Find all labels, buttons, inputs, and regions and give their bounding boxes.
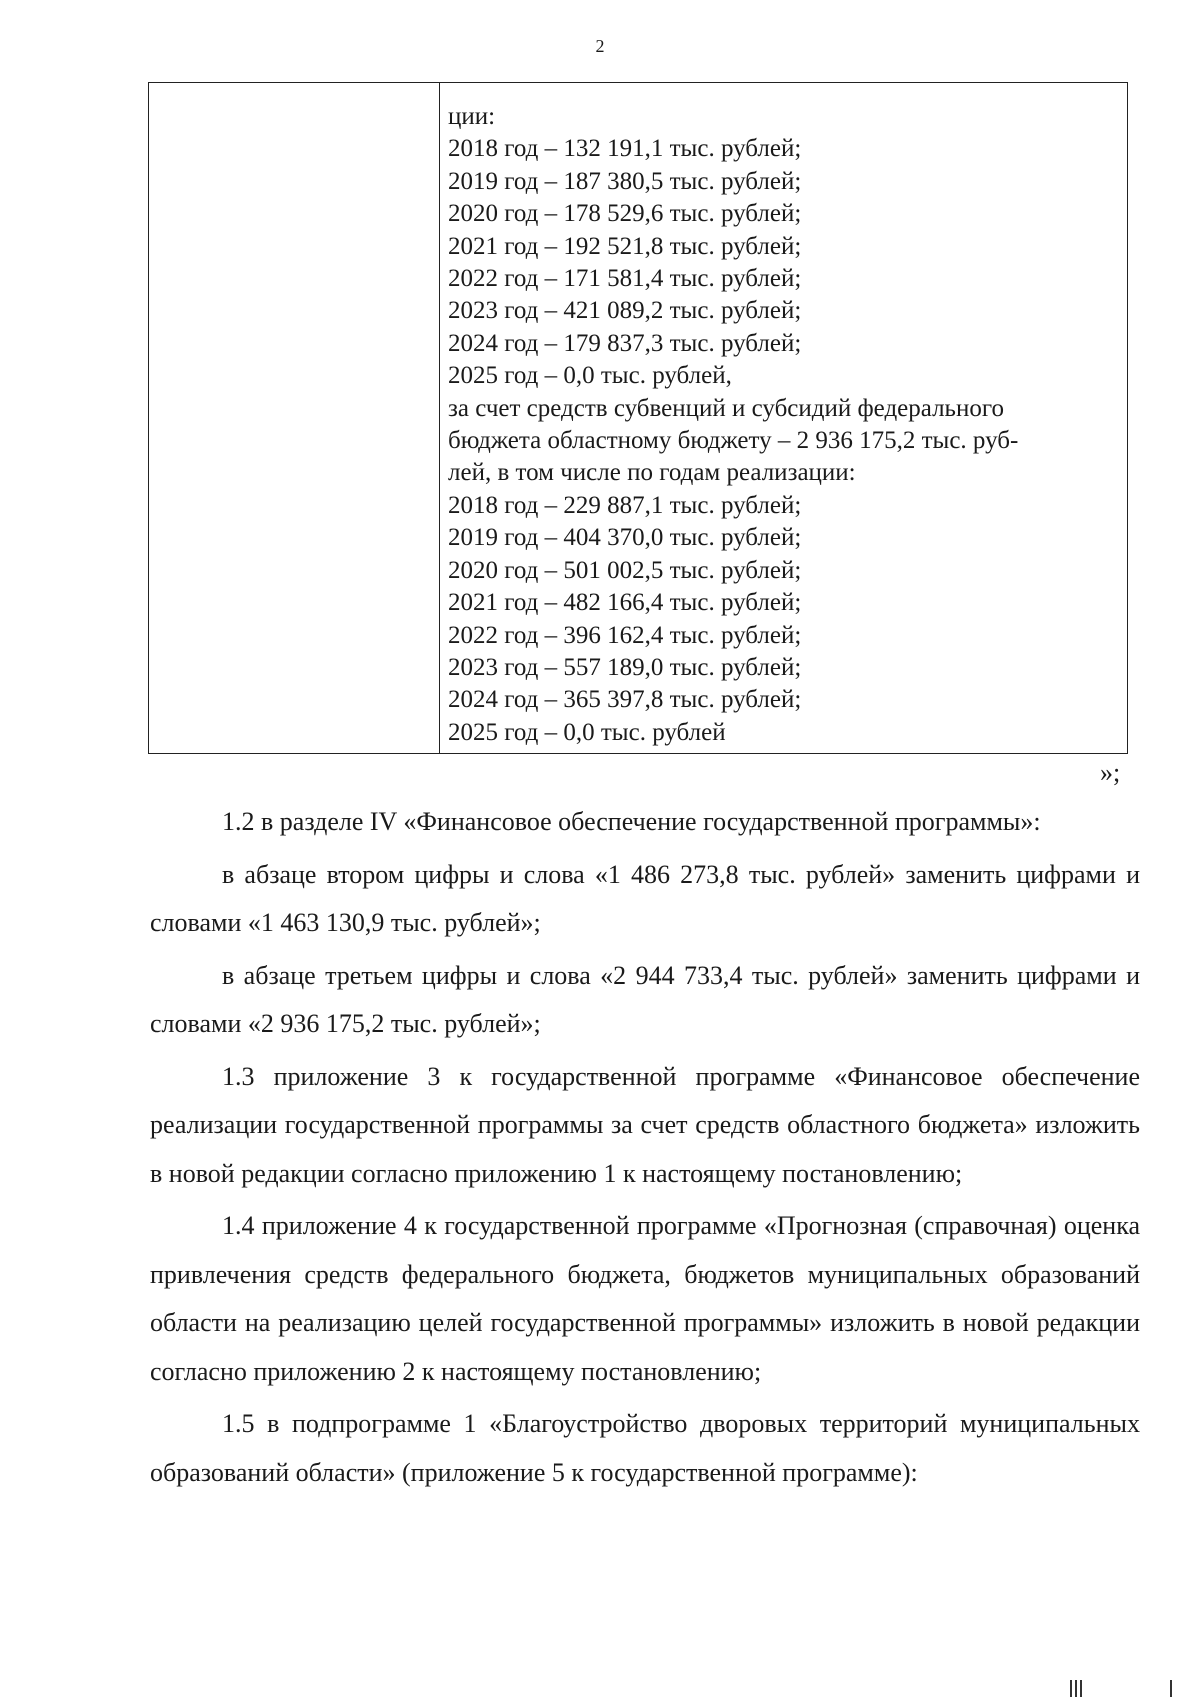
- table-line: 2019 год – 187 380,5 тыс. рублей;: [448, 167, 802, 195]
- table-line: 2022 год – 171 581,4 тыс. рублей;: [448, 265, 802, 293]
- table-line: 2021 год – 482 166,4 тыс. рублей;: [448, 589, 802, 617]
- table-line: бюджета областному бюджету – 2 936 175,2 тыс. руб-: [448, 427, 1019, 455]
- table-line: лей, в том числе по годам реализации:: [448, 459, 856, 487]
- table-right-cell: [440, 83, 1127, 753]
- scan-mark: [1075, 1680, 1077, 1697]
- table-line: 2025 год – 0,0 тыс. рублей: [448, 718, 726, 746]
- scan-edge-marks: [1070, 1680, 1180, 1697]
- paragraph-abzac-3: в абзаце третьем цифры и слова «2 944 733,4 тыс. рублей» заменить цифрами и словами «2 936 175,2 тыс. рублей»;: [150, 960, 1140, 1038]
- table-line: 2021 год – 192 521,8 тыс. рублей;: [448, 232, 802, 260]
- table-left-cell: [149, 83, 440, 753]
- closing-quote: »;: [1100, 758, 1121, 787]
- table-line: 2023 год – 421 089,2 тыс. рублей;: [448, 297, 802, 325]
- table-line: за счет средств субвенций и субсидий федерального: [448, 394, 1004, 422]
- table-line: 2020 год – 178 529,6 тыс. рублей;: [448, 200, 802, 228]
- table-line: 2018 год – 132 191,1 тыс. рублей;: [448, 135, 802, 163]
- paragraph-abzac-2: в абзаце втором цифры и слова «1 486 273,8 тыс. рублей» заменить цифрами и словами «1 463 130,9 тыс. рублей»;: [150, 859, 1140, 937]
- table-line: 2023 год – 557 189,0 тыс. рублей;: [448, 653, 802, 681]
- page-number: 2: [595, 36, 605, 56]
- document-body: [150, 798, 1140, 1501]
- table-line: 2024 год – 365 397,8 тыс. рублей;: [448, 686, 802, 714]
- table-line: 2024 год – 179 837,3 тыс. рублей;: [448, 329, 802, 357]
- funding-table: [148, 82, 1128, 754]
- table-line: 2022 год – 396 162,4 тыс. рублей;: [448, 621, 802, 649]
- table-line: 2018 год – 229 887,1 тыс. рублей;: [448, 491, 802, 519]
- table-line: 2020 год – 501 002,5 тыс. рублей;: [448, 556, 802, 584]
- table-line: 2025 год – 0,0 тыс. рублей,: [448, 362, 732, 390]
- paragraph-1-3: 1.3 приложение 3 к государственной программе «Финансовое обеспечение реализации государственной программы за счет средств областного бюджета» изложить в новой редакции согласно приложению 1 к настоящему постановлению;: [150, 1061, 1140, 1188]
- table-line: 2019 год – 404 370,0 тыс. рублей;: [448, 524, 802, 552]
- paragraph-1-5: 1.5 в подпрограмме 1 «Благоустройство дворовых территорий муниципальных образований области» (приложение 5 к государственной программе):: [150, 1409, 1140, 1487]
- paragraph-1-2: 1.2 в разделе IV «Финансовое обеспечение государственной программы»:: [222, 807, 1041, 836]
- scan-mark: [1080, 1680, 1082, 1697]
- scan-mark: [1070, 1680, 1072, 1697]
- table-line: ции:: [448, 103, 496, 130]
- paragraph-1-4: 1.4 приложение 4 к государственной программе «Прогнозная (справочная) оценка привлечения средств федерального бюджета, бюджетов муниципальных образований области на реализацию целей государственной программы» изложить в новой редакции согласно приложению 2 к настоящему постановлению;: [150, 1211, 1140, 1386]
- scan-mark: [1170, 1680, 1172, 1697]
